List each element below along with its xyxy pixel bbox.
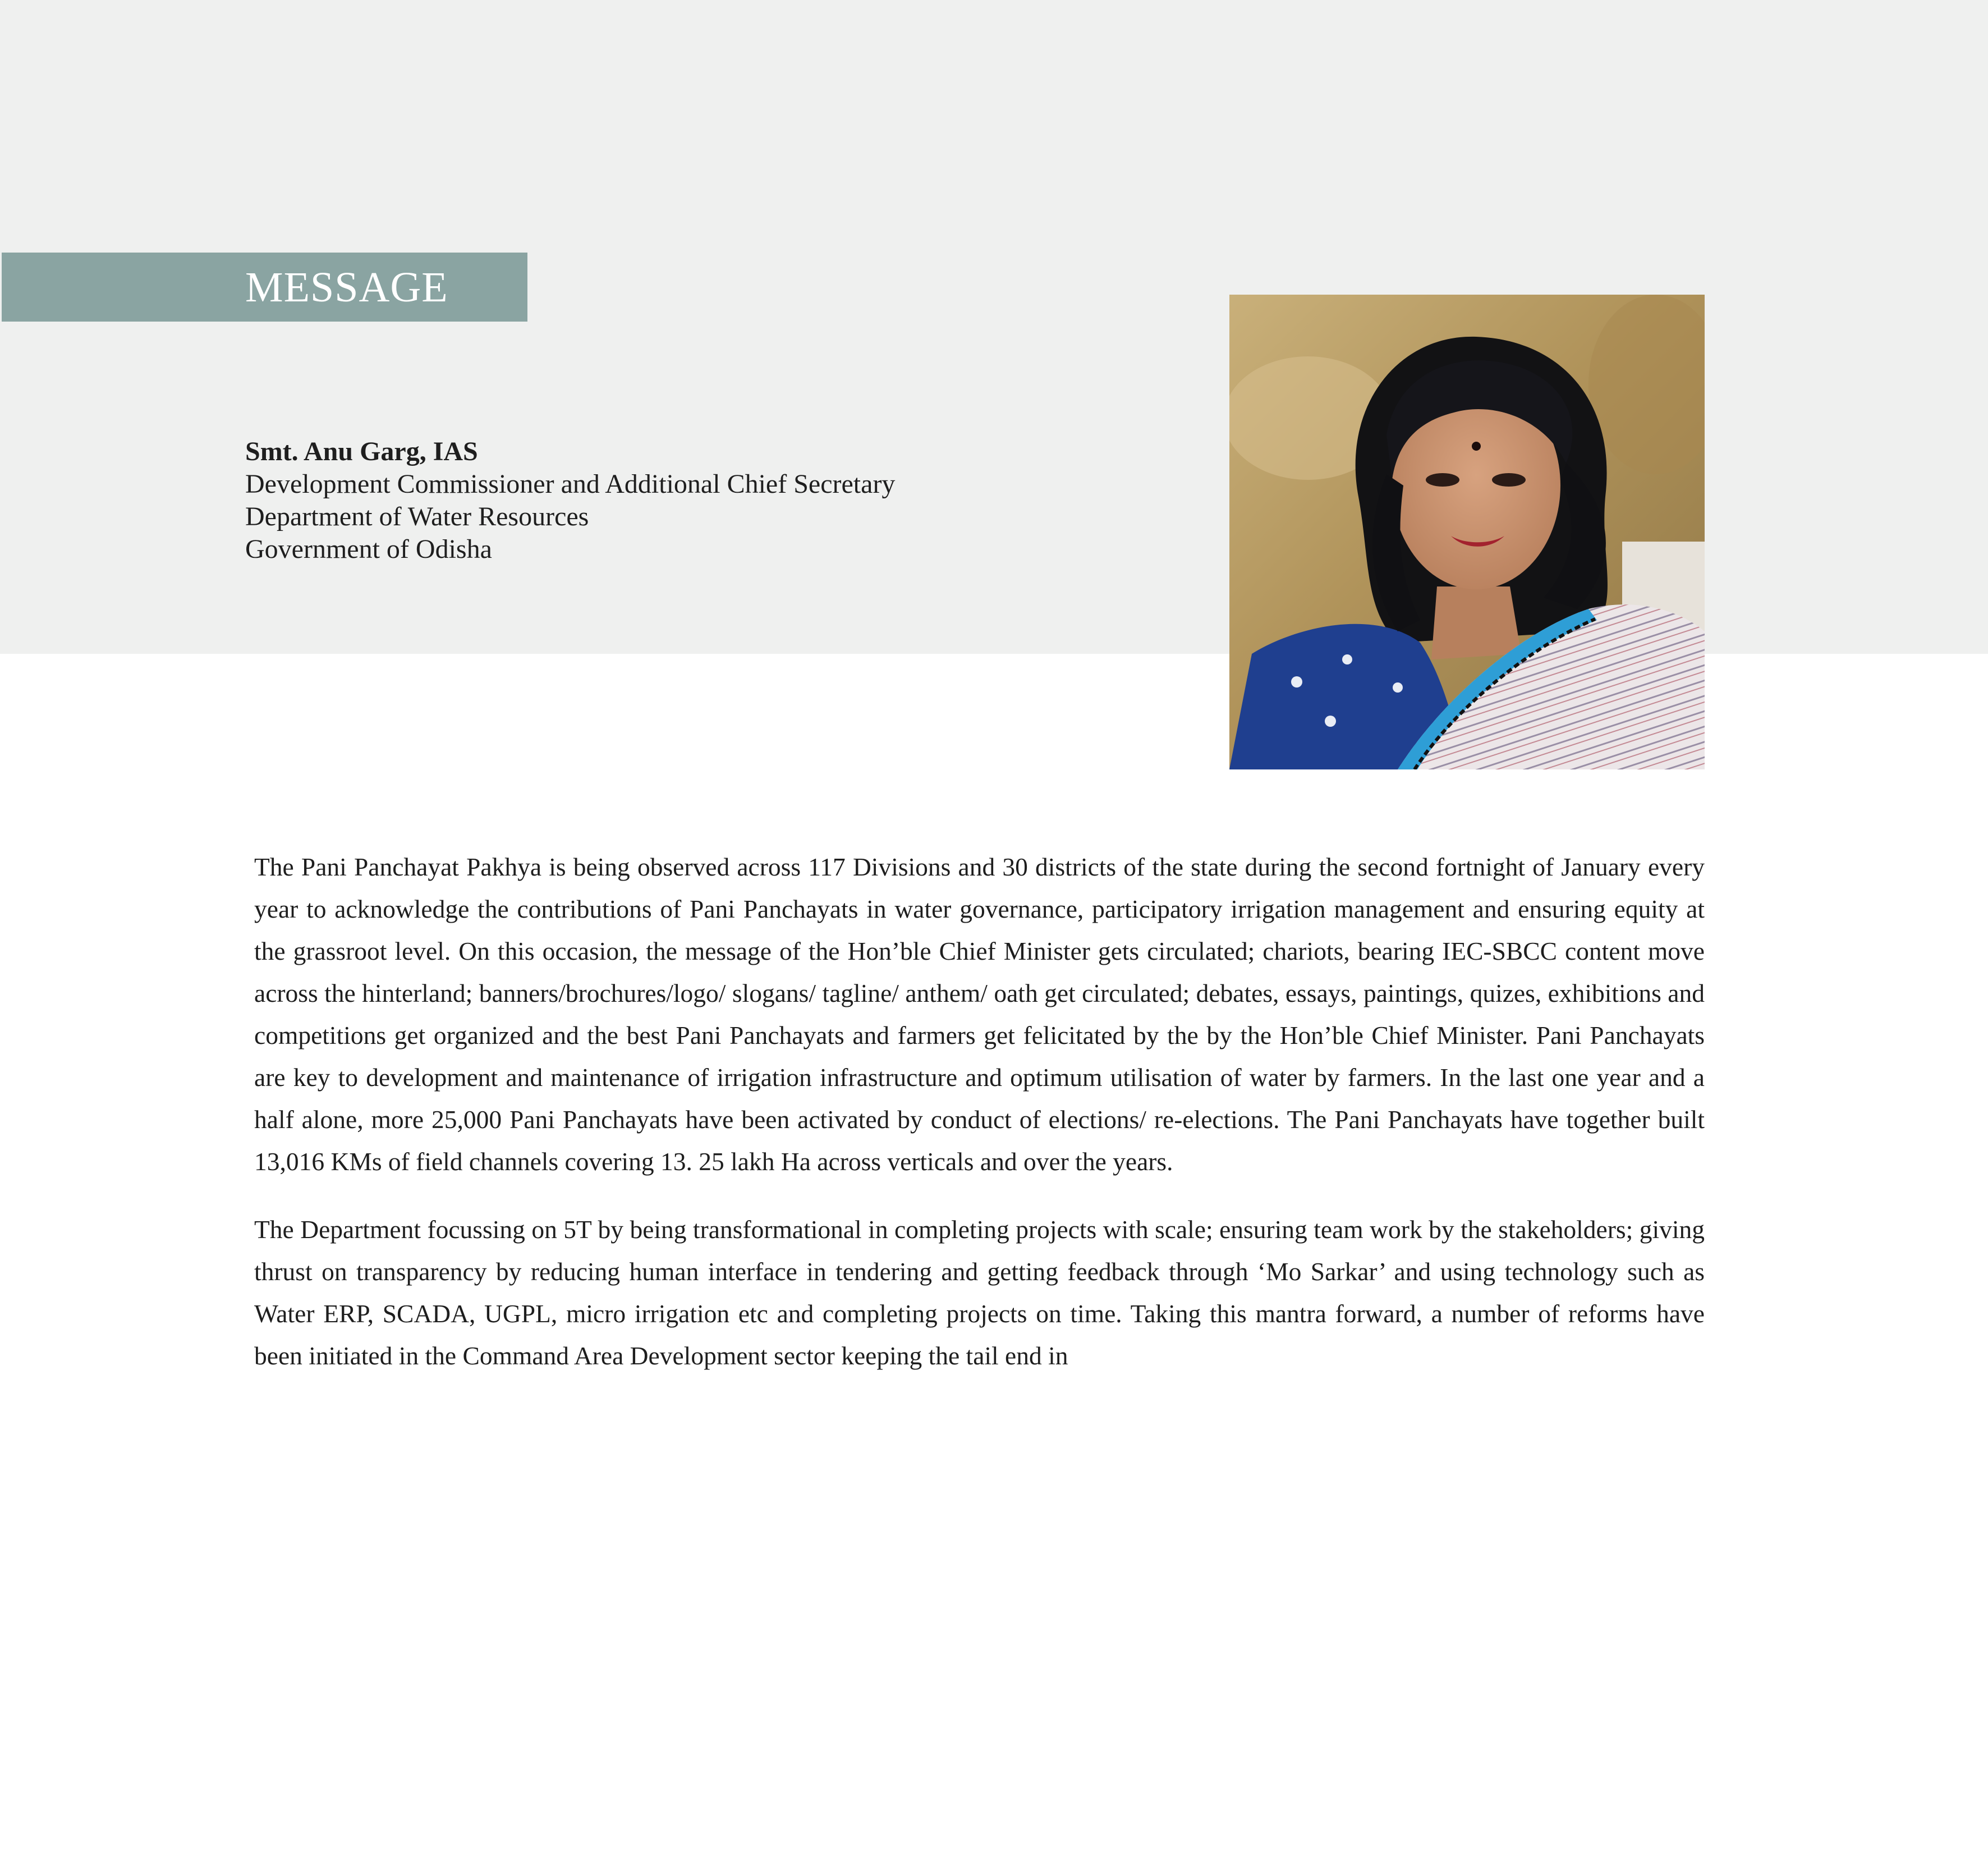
signatory-block	[245, 436, 1199, 566]
message-body	[254, 846, 1705, 1403]
portrait-illustration	[1229, 295, 1705, 769]
message-title: MESSAGE	[245, 264, 448, 311]
signatory-government: Government of Odisha	[245, 534, 492, 564]
message-paragraph: The Pani Panchayat Pakhya is being observed across 117 Divisions and 30 districts of the state during the second fortnight of January every year to acknowledge the contributions of Pani Panchayats in water governance, participatory irrigation management and ensuring equity at the grassroot level. On this occasion, the message of the Hon’ble Chief Minister gets circulated; chariots, bearing IEC-SBCC content move across the hinterland; banners/brochures/logo/ slogans/ tagline/ anthem/ oath get circulated; debates, essays, paintings, quizes, exhibitions and competitions get organized and the best Pani Panchayats and farmers get felicitated by the by the Hon’ble Chief Minister. Pani Panchayats are key to development and maintenance of irrigation infrastructure and optimum utilisation of water by farmers. In the last one year and a half alone, more 25,000 Pani Panchayats have been activated by conduct of elections/ re-elections. The Pani Panchayats have together built 13,016 KMs of field channels covering 13. 25 lakh Ha across verticals and over the years.	[254, 853, 1705, 1176]
signatory-department: Department of Water Resources	[245, 502, 589, 531]
signatory-name: Smt. Anu Garg, IAS	[245, 437, 478, 466]
portrait-photo	[1229, 295, 1705, 769]
message-paragraph: The Department focussing on 5T by being transformational in completing projects with scale; ensuring team work by the stakeholders; giving thrust on transparency by reducing human interface in tendering and getting feedback through ‘Mo Sarkar’ and using technology such as Water ERP, SCADA, UGPL, micro irrigation etc and completing projects on time. Taking this mantra forward, a number of reforms have been initiated in the Command Area Development sector keeping the tail end in	[254, 1215, 1705, 1370]
signatory-designation: Development Commissioner and Additional Chief Secretary	[245, 469, 896, 499]
